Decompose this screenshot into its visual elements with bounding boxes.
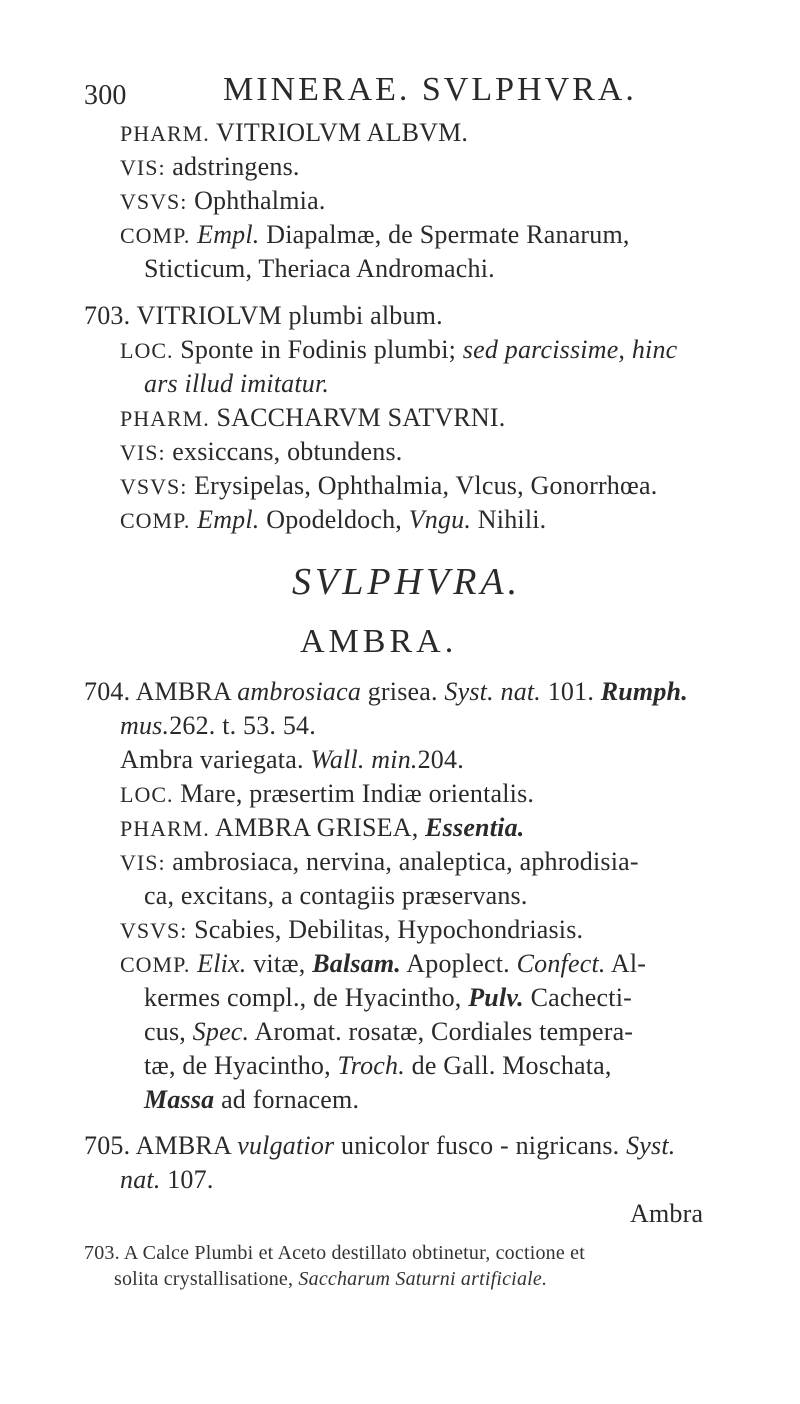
vsvs-line-704 <box>120 914 583 947</box>
pharm-tag: PHARM. <box>120 816 210 841</box>
pharm-text: VITRIOLVM ALBVM. <box>215 118 469 147</box>
section-title: SVLPHVRA. <box>292 561 522 603</box>
pharm-line-703 <box>120 402 505 435</box>
loc-line-703-cont: ars illud imitatur. <box>144 369 330 398</box>
ref-nat: nat. <box>120 1165 161 1194</box>
entry-title-italic: vulgatior <box>237 1131 335 1160</box>
footnote-italic: Saccharum Saturni artificiale. <box>298 1268 548 1290</box>
comp-tag: COMP. <box>120 952 191 977</box>
comp-al: Al- <box>610 949 647 978</box>
pharm-italic: Essentia. <box>425 813 525 842</box>
catchword: Ambra <box>630 1199 704 1228</box>
vis-text: exsiccans, obtundens. <box>172 437 403 466</box>
comp-spec: Spec. <box>192 1017 250 1046</box>
vis-text: adstringens. <box>172 152 300 181</box>
comp-kermes: kermes compl., de Hyacintho, <box>144 983 462 1012</box>
comp-line-704-5 <box>144 1084 359 1116</box>
comp-text: Diapalmæ, de Spermate Ranarum, <box>266 220 630 249</box>
comp-line-703 <box>120 504 546 537</box>
comp-line-704-3 <box>144 1016 633 1048</box>
pharm-line-704 <box>120 812 524 845</box>
comp-pulv: Pulv. <box>468 983 524 1012</box>
loc-text: Mare, præsertim Indiæ orientalis. <box>180 779 535 808</box>
ref-rumph: Rumph. <box>600 677 688 706</box>
ref-num: 107. <box>167 1165 214 1194</box>
alt-ref-num: 204. <box>417 745 464 774</box>
vis-line-704-cont: ca, excitans, a contagiis præservans. <box>144 881 528 910</box>
vis-line-703 <box>120 436 402 469</box>
comp-vngu: Vngu. <box>408 505 472 534</box>
comp-cus: cus, <box>144 1017 186 1046</box>
comp-massa: Massa <box>144 1085 215 1114</box>
alt-name: Ambra variegata. <box>120 745 304 774</box>
comp-gall: de Gall. Moschata, <box>411 1051 612 1080</box>
pharm-text: AMBRA GRISEA, <box>215 813 419 842</box>
comp-line-702-cont <box>144 253 495 285</box>
pharm-text: SACCHARVM SATVRNI. <box>216 403 506 432</box>
comp-tag: COMP. <box>120 223 191 248</box>
vsvs-text: Ophthalmia. <box>194 186 326 215</box>
footnote-text: A Calce Plumbi et Aceto destillato obtinetur, coctione et <box>123 1242 585 1264</box>
loc-tag: LOC. <box>120 782 174 807</box>
ref-syst: Syst. nat. <box>444 677 542 706</box>
entry-title-italic: ambrosiaca <box>237 677 362 706</box>
comp-line-704-4 <box>144 1050 612 1082</box>
loc-tag: LOC. <box>120 338 174 363</box>
entry-title: AMBRA <box>135 677 231 706</box>
alt-ref: Wall. min. <box>310 745 418 774</box>
loc-italic: sed parcissime, hinc <box>462 335 678 364</box>
vis-tag: VIS: <box>120 850 166 875</box>
entry-704-heading <box>84 676 688 708</box>
comp-balsam: Balsam. <box>312 949 402 978</box>
comp-fornacem: ad fornacem. <box>221 1085 360 1114</box>
footnote-mark: 703. <box>84 1242 120 1264</box>
running-title: MINERAE. SVLPHVRA. <box>223 71 637 108</box>
footnote-line-2 <box>114 1266 547 1292</box>
comp-text-cont: Sticticum, Theriaca Andromachi. <box>144 254 495 283</box>
entry-number: 704. <box>84 677 131 706</box>
subsection-title: AMBRA. <box>300 623 458 660</box>
ref-mus: mus. <box>120 711 170 740</box>
comp-vitae: vitæ, <box>253 949 306 978</box>
vsvs-tag: VSVS: <box>120 189 188 214</box>
comp-tag: COMP. <box>120 508 191 533</box>
vsvs-text: Scabies, Debilitas, Hypochondriasis. <box>194 915 584 944</box>
entry-title: AMBRA <box>135 1131 231 1160</box>
vis-line-702 <box>120 151 300 184</box>
entry-705-heading <box>84 1130 675 1162</box>
comp-confect: Confect. <box>516 949 606 978</box>
vsvs-line-702 <box>120 185 326 218</box>
entry-title-rest: grisea. <box>367 677 438 706</box>
entry-number: 705. <box>84 1131 131 1160</box>
comp-line-702 <box>120 219 630 252</box>
entry-705-ref-cont <box>120 1164 214 1196</box>
comp-empl: Empl. <box>197 505 260 534</box>
loc-line-703 <box>120 334 677 367</box>
comp-line-704 <box>120 948 646 981</box>
comp-troch: Troch. <box>337 1051 405 1080</box>
footnote-line-1 <box>84 1240 585 1266</box>
loc-text: Sponte in Fodinis plumbi; <box>180 335 457 364</box>
vis-line-704 <box>120 846 639 879</box>
comp-cachecti: Cachecti- <box>530 983 632 1012</box>
comp-empl: Empl. <box>197 220 260 249</box>
comp-tae: tæ, de Hyacintho, <box>144 1051 331 1080</box>
ref-syst-num: 101. <box>547 677 595 706</box>
footnote-text-2: solita crystallisatione, <box>114 1268 294 1290</box>
vsvs-tag: VSVS: <box>120 918 188 943</box>
vsvs-text: Erysipelas, Ophthalmia, Vlcus, Gonorrhœa. <box>194 471 658 500</box>
pharm-tag: PHARM. <box>120 406 210 431</box>
ref-mus-rest: 262. t. 53. 54. <box>169 711 316 740</box>
ref-syst: Syst. <box>626 1131 676 1160</box>
entry-number: 703. <box>84 301 131 330</box>
comp-elix: Elix. <box>197 949 247 978</box>
entry-title-rest: unicolor fusco - nigricans. <box>341 1131 620 1160</box>
pharm-line-702 <box>120 117 468 150</box>
pharm-tag: PHARM. <box>120 121 210 146</box>
vis-tag: VIS: <box>120 155 166 180</box>
page-number: 300 <box>84 80 127 111</box>
vis-tag: VIS: <box>120 440 166 465</box>
comp-line-704-2 <box>144 982 632 1014</box>
comp-text: Opodeldoch, <box>266 505 402 534</box>
vis-text: ambrosiaca, nervina, analeptica, aphrodisia- <box>172 847 639 876</box>
comp-text-end: Nihili. <box>477 505 547 534</box>
vsvs-line-703 <box>120 470 657 503</box>
vsvs-tag: VSVS: <box>120 474 188 499</box>
comp-aromat: Aromat. rosatæ, Cordiales tempera- <box>254 1017 634 1046</box>
loc-line-704 <box>120 778 534 811</box>
comp-apoplect: Apoplect. <box>406 949 510 978</box>
entry-703-heading <box>84 300 443 332</box>
entry-704-ref-cont <box>120 710 316 742</box>
entry-title: VITRIOLVM plumbi album. <box>136 301 443 330</box>
alt-name-704 <box>120 744 464 776</box>
